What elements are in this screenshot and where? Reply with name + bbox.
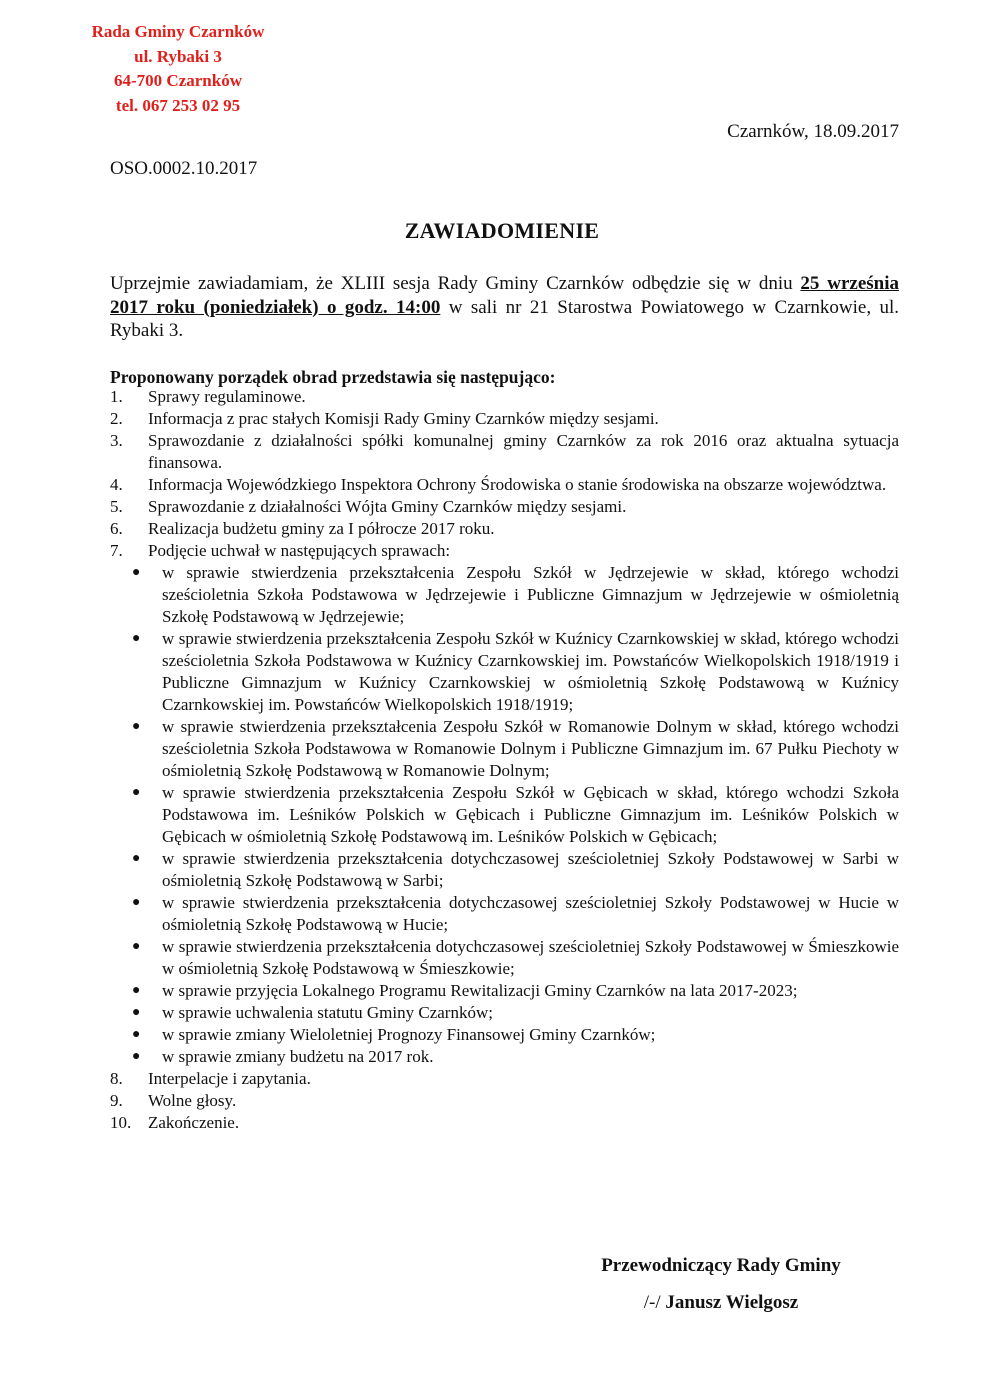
bullet-icon: ● — [132, 565, 141, 580]
resolution-text: w sprawie stwierdzenia przekształcenia dotychczasowej sześcioletniej Szkoły Podstawowej w Hucie w ośmioletnią Szkołę Podstawową w Hucie; — [162, 893, 899, 934]
agenda-item — [110, 408, 899, 430]
agenda-item — [110, 386, 899, 408]
bullet-icon: ● — [132, 719, 141, 734]
agenda-item-number: 5. — [110, 497, 123, 516]
agenda-item-text: Wolne głosy. — [148, 1091, 237, 1110]
signature-line — [560, 1284, 882, 1321]
intro-paragraph — [110, 272, 899, 343]
agenda-item-number: 4. — [110, 475, 123, 494]
resolution-item — [132, 1046, 899, 1068]
agenda-item-number: 7. — [110, 541, 123, 560]
bullet-icon: ● — [132, 851, 141, 866]
agenda-item — [110, 1112, 899, 1134]
resolution-item — [132, 848, 899, 892]
agenda-item-text: Interpelacje i zapytania. — [148, 1069, 311, 1088]
resolution-item — [132, 716, 899, 782]
bullet-icon: ● — [132, 983, 141, 998]
agenda-item-text: Informacja Wojewódzkiego Inspektora Ochrony Środowiska o stanie środowiska na obszarze województwa. — [148, 475, 887, 494]
bullet-icon: ● — [132, 631, 141, 646]
intro-text-start: Uprzejmie zawiadamiam, że XLIII sesja Rady Gminy Czarnków odbędzie się w dniu — [110, 273, 801, 294]
resolution-text: w sprawie stwierdzenia przekształcenia Zespołu Szkół w Gębicach w skład, którego wchodzi Szkoła Podstawowa im. Leśników Polskich w Gębicach i Publiczne Gimnazjum im. Leśników Polskich w Gębicach w ośmioletnią Szkołę Podstawową im. Leśników Polskich w Gębicach; — [162, 783, 899, 846]
letterhead — [78, 20, 278, 118]
resolution-item — [132, 892, 899, 936]
resolutions-list — [132, 562, 899, 1068]
resolution-text: w sprawie stwierdzenia przekształcenia Zespołu Szkół w Romanowie Dolnym w skład, którego wchodzi sześcioletnia Szkoła Podstawowa w Romanowie Dolnym i Publiczne Gimnazjum im. 67 Pułku Piechoty w ośmioletnią Szkołę Podstawową w Romanowie Dolnym; — [162, 717, 899, 780]
agenda-item — [110, 1090, 899, 1112]
agenda-item-number: 10. — [110, 1113, 132, 1132]
agenda-item-number: 6. — [110, 519, 123, 538]
resolution-text: w sprawie zmiany budżetu na 2017 rok. — [162, 1047, 434, 1066]
agenda-item-number: 1. — [110, 387, 123, 406]
resolution-item — [132, 1002, 899, 1024]
reference-number: OSO.0002.10.2017 — [110, 158, 258, 179]
agenda-item-text: Podjęcie uchwał w następujących sprawach: — [148, 541, 451, 560]
document-title: ZAWIADOMIENIE — [404, 218, 600, 243]
signature-title: Przewodniczący Rady Gminy — [601, 1255, 841, 1276]
agenda-item-text: Realizacja budżetu gminy za I półrocze 2017 roku. — [148, 519, 495, 538]
resolution-text: w sprawie stwierdzenia przekształcenia Zespołu Szkół w Kuźnicy Czarnkowskiej w skład, którego wchodzi sześcioletnia Szkoła Podstawowa w Kuźnicy Czarnkowskiej im. Powstańców Wielkopolskich 1918/1919 i Publiczne Gimnazjum w Kuźnicy Czarnkowskiej w ośmioletnią Szkołę Podstawową w Kuźnicy Czarnkowskiej im. Powstańców Wielkopolskich 1918/1919; — [162, 629, 899, 714]
agenda-item-text: Zakończenie. — [148, 1113, 240, 1132]
resolution-text: w sprawie zmiany Wieloletniej Prognozy Finansowej Gminy Czarnków; — [162, 1025, 656, 1044]
resolution-text: w sprawie stwierdzenia przekształcenia dotychczasowej sześcioletniej Szkoły Podstawowej w Sarbi w ośmioletnią Szkołę Podstawową w Sarbi; — [162, 849, 899, 890]
agenda-item — [110, 540, 899, 1068]
bullet-icon: ● — [132, 785, 141, 800]
agenda-item-number: 2. — [110, 409, 123, 428]
agenda-item — [110, 430, 899, 474]
agenda-item — [110, 496, 899, 518]
document-date: Czarnków, 18.09.2017 — [727, 121, 899, 142]
letterhead-street: ul. Rybaki 3 — [134, 46, 222, 66]
signature-prefix: /-/ — [643, 1292, 661, 1313]
resolution-text: w sprawie przyjęcia Lokalnego Programu Rewitalizacji Gminy Czarnków na lata 2017-2023; — [162, 981, 798, 1000]
agenda-item-text: Sprawy regulaminowe. — [148, 387, 306, 406]
agenda-list — [110, 386, 899, 1134]
agenda-item — [110, 518, 899, 540]
resolution-text: w sprawie stwierdzenia przekształcenia dotychczasowej sześcioletniej Szkoły Podstawowej w Śmieszkowie w ośmioletnią Szkołę Podstawową w Śmieszkowie; — [162, 937, 899, 978]
resolution-text: w sprawie stwierdzenia przekształcenia Zespołu Szkół w Jędrzejewie w skład, którego wchodzi sześcioletnia Szkoła Podstawowa w Jędrzejewie i Publiczne Gimnazjum w Jędrzejewie w ośmioletnią Szkołę Podstawową w Jędrzejewie; — [162, 563, 899, 626]
signature-name: Janusz Wielgosz — [665, 1292, 799, 1313]
letterhead-phone: tel. 067 253 02 95 — [115, 95, 241, 115]
agenda-item-text: Informacja z prac stałych Komisji Rady Gminy Czarnków między sesjami. — [148, 409, 659, 428]
intro-text-end: w sali nr 21 Starostwa Powiatowego w Czarnkowie, ul. Rybaki 3. — [110, 296, 899, 341]
agenda-item-text: Sprawozdanie z działalności Wójta Gminy Czarnków między sesjami. — [148, 497, 627, 516]
agenda-item — [110, 1068, 899, 1090]
bullet-icon: ● — [132, 939, 141, 954]
resolution-item — [132, 980, 899, 1002]
resolution-item — [132, 562, 899, 628]
bullet-icon: ● — [132, 1049, 141, 1064]
bullet-icon: ● — [132, 1005, 141, 1020]
agenda-item — [110, 474, 899, 496]
resolution-item — [132, 936, 899, 980]
bullet-icon: ● — [132, 895, 141, 910]
resolution-item — [132, 1024, 899, 1046]
agenda-heading: Proponowany porządek obrad przedstawia się następująco: — [110, 367, 556, 387]
resolution-item — [132, 782, 899, 848]
letterhead-city: 64-700 Czarnków — [114, 71, 242, 90]
session-date-highlight: 25 września 2017 roku (poniedziałek) o godz. 14:00 — [110, 273, 899, 318]
agenda-item-number: 3. — [110, 431, 123, 450]
agenda-item-number: 8. — [110, 1069, 123, 1088]
letterhead-org: Rada Gminy Czarnków — [91, 22, 265, 41]
bullet-icon: ● — [132, 1027, 141, 1042]
agenda-item-number: 9. — [110, 1091, 123, 1110]
resolution-item — [132, 628, 899, 716]
agenda-item-text: Sprawozdanie z działalności spółki komunalnej gminy Czarnków za rok 2016 oraz aktualna sytuacja finansowa. — [148, 431, 899, 472]
resolution-text: w sprawie uchwalenia statutu Gminy Czarnków; — [162, 1003, 493, 1022]
signature-block — [560, 1247, 882, 1321]
